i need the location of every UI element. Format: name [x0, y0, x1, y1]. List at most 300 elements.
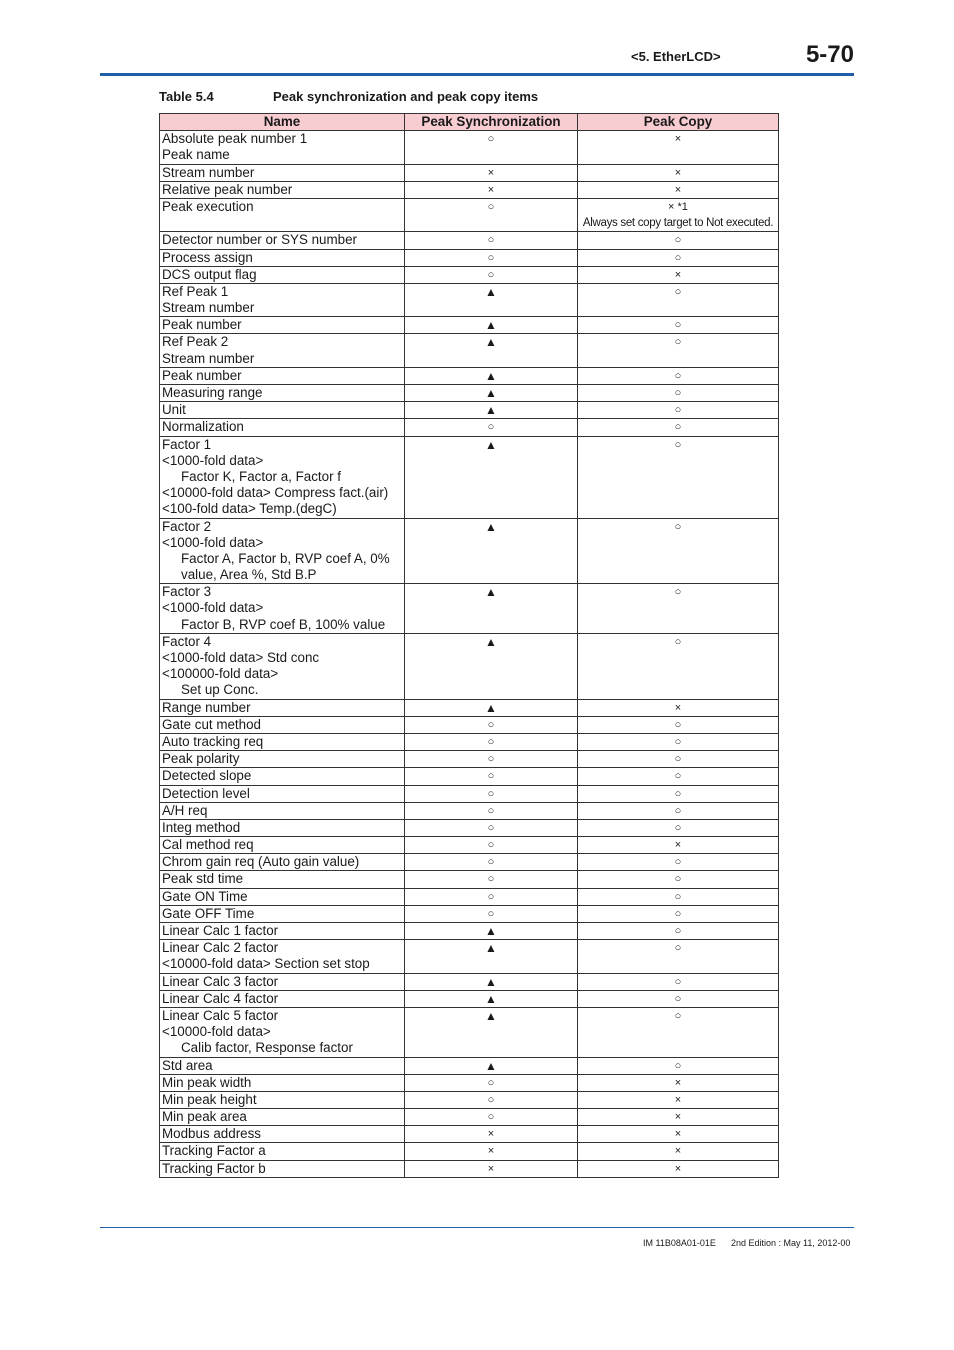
item-name-line: Set up Conc. — [181, 682, 259, 698]
peak-copy-mark: ○ — [674, 586, 682, 599]
peak-copy-cell — [578, 1109, 779, 1126]
peak-copy-mark: ○ — [674, 421, 682, 434]
table-row — [160, 266, 779, 283]
peak-sync-cell — [405, 266, 578, 283]
table-row — [160, 785, 779, 802]
table-row — [160, 854, 779, 871]
item-name-cell — [160, 940, 405, 973]
table-row — [160, 419, 779, 436]
peak-sync-cell — [405, 385, 578, 402]
item-name-line: Auto tracking req — [162, 733, 264, 749]
peak-sync-cell — [405, 1091, 578, 1108]
peak-sync-mark: ○ — [487, 234, 495, 247]
peak-sync-cell — [405, 367, 578, 384]
item-name-line: Gate cut method — [162, 716, 261, 732]
peak-sync-cell — [405, 283, 578, 316]
item-name-line: Linear Calc 2 factor — [162, 940, 279, 956]
peak-sync-cell — [405, 633, 578, 699]
peak-copy-cell — [578, 785, 779, 802]
table-row — [160, 1057, 779, 1074]
item-name-line: Ref Peak 1 — [162, 283, 229, 299]
peak-copy-mark: ○ — [674, 404, 682, 417]
peak-copy-mark: ○ — [674, 907, 682, 920]
peak-sync-cell — [405, 768, 578, 785]
peak-copy-mark: ○ — [674, 787, 682, 800]
peak-copy-mark: ○ — [674, 718, 682, 731]
peak-sync-cell — [405, 164, 578, 181]
item-name-line: Detector number or SYS number — [162, 232, 357, 248]
table-row — [160, 871, 779, 888]
table-row — [160, 990, 779, 1007]
table-row — [160, 905, 779, 922]
footer-divider — [100, 1227, 854, 1228]
item-name-line: Peak name — [162, 147, 230, 163]
peak-copy-cell — [578, 940, 779, 973]
item-name-line: Absolute peak number 1 — [162, 131, 308, 147]
peak-sync-mark: ○ — [487, 890, 495, 903]
table-row — [160, 768, 779, 785]
item-name-cell — [160, 266, 405, 283]
page-number: 5-70 — [805, 41, 854, 68]
item-name-line: Stream number — [162, 164, 255, 180]
table-row — [160, 733, 779, 750]
item-name-line: Linear Calc 1 factor — [162, 923, 279, 939]
item-name-line: Integ method — [162, 819, 241, 835]
peak-copy-cell — [578, 436, 779, 518]
peak-sync-mark: ▲ — [485, 1058, 497, 1073]
table-row — [160, 317, 779, 334]
item-name-cell — [160, 1074, 405, 1091]
peak-sync-cell — [405, 402, 578, 419]
item-name-cell — [160, 802, 405, 819]
peak-copy-mark: ○ — [674, 975, 682, 988]
item-name-line: Peak std time — [162, 871, 244, 887]
peak-copy-cell — [578, 699, 779, 716]
peak-copy-cell — [578, 1091, 779, 1108]
peak-sync-cell — [405, 905, 578, 922]
item-name-line: Range number — [162, 699, 251, 715]
table-row — [160, 131, 779, 164]
item-name-line: DCS output flag — [162, 266, 257, 282]
peak-sync-mark: ▲ — [485, 368, 497, 383]
item-name-cell — [160, 317, 405, 334]
item-name-cell — [160, 837, 405, 854]
item-name-cell — [160, 419, 405, 436]
item-name-line: <1000-fold data> Std conc — [162, 650, 320, 666]
peak-copy-mark: ○ — [674, 1059, 682, 1072]
peak-sync-cell — [405, 584, 578, 634]
item-name-line: Calib factor, Response factor — [181, 1040, 353, 1056]
item-name-cell — [160, 699, 405, 716]
peak-copy-mark: ○ — [674, 234, 682, 247]
item-name-line: Detection level — [162, 785, 250, 801]
table-row — [160, 584, 779, 634]
table-row — [160, 716, 779, 733]
peak-sync-mark: ▲ — [485, 1008, 497, 1023]
peak-sync-mark: ○ — [487, 268, 495, 281]
item-name-cell — [160, 367, 405, 384]
peak-sync-cell — [405, 699, 578, 716]
peak-copy-mark: ○ — [674, 942, 682, 955]
peak-sync-cell — [405, 1007, 578, 1057]
edition-info: 2nd Edition : May 11, 2012-00 — [731, 1238, 851, 1248]
peak-sync-cell — [405, 419, 578, 436]
item-name-line: Stream number — [162, 350, 255, 366]
item-name-line: Min peak area — [162, 1109, 247, 1125]
peak-copy-mark: ○ — [674, 804, 682, 817]
peak-sync-mark: ○ — [487, 839, 495, 852]
peak-copy-cell — [578, 232, 779, 249]
peak-sync-mark: ○ — [487, 821, 495, 834]
section-title: <5. EtherLCD> — [631, 49, 721, 64]
item-name-line: Factor B, RVP coef B, 100% value — [181, 616, 386, 632]
peak-sync-cell — [405, 1160, 578, 1177]
peak-sync-mark: ○ — [487, 804, 495, 817]
peak-sync-cell — [405, 1074, 578, 1091]
item-name-cell — [160, 923, 405, 940]
item-name-cell — [160, 1057, 405, 1074]
peak-sync-mark: ▲ — [485, 634, 497, 649]
peak-copy-cell — [578, 1007, 779, 1057]
item-name-line: Cal method req — [162, 837, 254, 853]
table-row — [160, 334, 779, 367]
peak-sync-mark: ○ — [487, 718, 495, 731]
peak-sync-cell — [405, 249, 578, 266]
document-number: IM 11B08A01-01E — [643, 1238, 716, 1248]
peak-copy-cell — [578, 249, 779, 266]
peak-sync-mark: ○ — [487, 856, 495, 869]
peak-copy-cell — [578, 1057, 779, 1074]
peak-sync-mark: ▲ — [485, 924, 497, 939]
peak-sync-cell — [405, 317, 578, 334]
peak-sync-cell — [405, 785, 578, 802]
peak-copy-cell — [578, 283, 779, 316]
table-row — [160, 198, 779, 231]
table-row — [160, 751, 779, 768]
peak-copy-cell — [578, 802, 779, 819]
peak-sync-cell — [405, 854, 578, 871]
peak-copy-mark: ○ — [674, 873, 682, 886]
item-name-cell — [160, 1143, 405, 1160]
peak-copy-cell — [578, 905, 779, 922]
item-name-cell — [160, 385, 405, 402]
item-name-cell — [160, 785, 405, 802]
item-name-line: Peak execution — [162, 198, 254, 214]
peak-copy-mark: ○ — [674, 635, 682, 648]
item-name-line: Stream number — [162, 300, 255, 316]
item-name-line: Unit — [162, 402, 186, 418]
peak-copy-mark: × — [674, 1162, 682, 1175]
peak-sync-mark: ○ — [487, 251, 495, 264]
item-name-line: Ref Peak 2 — [162, 334, 229, 350]
peak-copy-cell — [578, 768, 779, 785]
peak-sync-mark: × — [487, 1162, 495, 1175]
item-name-cell — [160, 905, 405, 922]
table-row — [160, 164, 779, 181]
peak-sync-mark: ▲ — [485, 700, 497, 715]
peak-copy-cell — [578, 1143, 779, 1160]
item-name-line: Min peak width — [162, 1074, 252, 1090]
peak-sync-mark: ○ — [487, 907, 495, 920]
table-row — [160, 283, 779, 316]
peak-copy-mark: ○ — [674, 770, 682, 783]
peak-sync-mark: ○ — [487, 133, 495, 146]
peak-copy-mark: ○ — [674, 387, 682, 400]
peak-copy-cell — [578, 317, 779, 334]
peak-sync-cell — [405, 716, 578, 733]
peak-sync-mark: ▲ — [485, 519, 497, 534]
peak-copy-mark: ○ — [674, 520, 682, 533]
item-name-line: Tracking Factor a — [162, 1143, 266, 1159]
item-name-cell — [160, 633, 405, 699]
peak-copy-mark: × — [674, 1145, 682, 1158]
peak-copy-mark: ○ — [674, 319, 682, 332]
table-caption-title: Peak synchronization and peak copy items — [273, 89, 539, 104]
table-caption-number: Table 5.4 — [159, 89, 214, 104]
peak-sync-cell — [405, 1109, 578, 1126]
item-name-line: value, Area %, Std B.P — [181, 567, 317, 583]
column-header-peak-sync: Peak Synchronization — [405, 114, 578, 131]
item-name-cell — [160, 131, 405, 164]
peak-sync-mark: ○ — [487, 1093, 495, 1106]
table-row — [160, 402, 779, 419]
table-body — [160, 131, 779, 1178]
copy-footnote: Always set copy target to Not executed. — [582, 217, 774, 230]
table-row — [160, 367, 779, 384]
peak-sync-mark: × — [487, 183, 495, 196]
column-header-name: Name — [160, 114, 405, 131]
peak-copy-cell — [578, 181, 779, 198]
item-name-cell — [160, 751, 405, 768]
peak-copy-cell — [578, 990, 779, 1007]
item-name-line: <10000-fold data> Compress fact.(air) — [162, 485, 389, 501]
item-name-cell — [160, 819, 405, 836]
peak-copy-mark: × *1 — [668, 200, 688, 213]
item-name-line: Factor 3 — [162, 584, 212, 600]
table-row — [160, 1007, 779, 1057]
peak-copy-mark: ○ — [674, 438, 682, 451]
peak-sync-mark: ○ — [487, 421, 495, 434]
peak-sync-cell — [405, 334, 578, 367]
item-name-line: <100-fold data> Temp.(degC) — [162, 501, 337, 517]
item-name-line: Std area — [162, 1057, 213, 1073]
peak-sync-mark: ▲ — [485, 585, 497, 600]
peak-sync-mark: ▲ — [485, 386, 497, 401]
peak-sync-mark: ▲ — [485, 437, 497, 452]
table-row — [160, 633, 779, 699]
item-name-line: Factor K, Factor a, Factor f — [181, 468, 341, 484]
item-name-line: Peak number — [162, 367, 242, 383]
peak-sync-cell — [405, 1126, 578, 1143]
table-row — [160, 249, 779, 266]
item-name-line: Factor 1 — [162, 436, 212, 452]
peak-copy-mark: ○ — [674, 369, 682, 382]
item-name-line: Modbus address — [162, 1126, 261, 1142]
peak-sync-cell — [405, 198, 578, 231]
table-row — [160, 1126, 779, 1143]
peak-copy-mark: ○ — [674, 753, 682, 766]
peak-sync-cell — [405, 940, 578, 973]
item-name-cell — [160, 181, 405, 198]
peak-sync-cell — [405, 990, 578, 1007]
peak-copy-cell — [578, 385, 779, 402]
item-name-line — [162, 215, 402, 231]
peak-sync-mark: ○ — [487, 735, 495, 748]
item-name-cell — [160, 1091, 405, 1108]
table-row — [160, 888, 779, 905]
item-name-line: <10000-fold data> Section set stop — [162, 956, 370, 972]
item-name-cell — [160, 888, 405, 905]
item-name-line: Measuring range — [162, 385, 263, 401]
item-name-line: Relative peak number — [162, 181, 293, 197]
peak-copy-cell — [578, 131, 779, 164]
peak-sync-mark: × — [487, 1128, 495, 1141]
peak-copy-cell — [578, 819, 779, 836]
table-row — [160, 1109, 779, 1126]
item-name-line: Peak number — [162, 317, 242, 333]
peak-sync-mark: ▲ — [485, 941, 497, 956]
peak-copy-mark: ○ — [674, 735, 682, 748]
peak-sync-cell — [405, 518, 578, 584]
item-name-cell — [160, 854, 405, 871]
peak-sync-cell — [405, 1057, 578, 1074]
item-name-line: <1000-fold data> — [162, 534, 264, 550]
peak-copy-cell — [578, 751, 779, 768]
item-name-line: Process assign — [162, 249, 253, 265]
table-row — [160, 973, 779, 990]
table-row — [160, 923, 779, 940]
peak-copy-cell — [578, 871, 779, 888]
peak-copy-mark: ○ — [674, 285, 682, 298]
item-name-cell — [160, 871, 405, 888]
item-name-cell — [160, 249, 405, 266]
peak-sync-cell — [405, 181, 578, 198]
table-row — [160, 436, 779, 518]
header-divider — [100, 73, 854, 76]
peak-copy-cell — [578, 1126, 779, 1143]
item-name-line: <10000-fold data> — [162, 1024, 271, 1040]
item-name-line: Gate ON Time — [162, 888, 248, 904]
item-name-cell — [160, 164, 405, 181]
peak-copy-cell — [578, 1160, 779, 1177]
peak-sync-mark: × — [487, 166, 495, 179]
table-row — [160, 1074, 779, 1091]
table-row — [160, 1143, 779, 1160]
table-row — [160, 699, 779, 716]
item-name-cell — [160, 1007, 405, 1057]
item-name-line: Gate OFF Time — [162, 905, 255, 921]
peak-sync-cell — [405, 923, 578, 940]
peak-sync-cell — [405, 819, 578, 836]
item-name-line: <1000-fold data> — [162, 600, 264, 616]
peak-copy-cell — [578, 716, 779, 733]
item-name-cell — [160, 198, 405, 231]
item-name-cell — [160, 1109, 405, 1126]
peak-copy-cell — [578, 164, 779, 181]
item-name-line: Normalization — [162, 419, 244, 435]
item-name-cell — [160, 768, 405, 785]
peak-copy-cell — [578, 198, 779, 231]
peak-sync-mark: ○ — [487, 753, 495, 766]
peak-copy-cell — [578, 518, 779, 584]
item-name-cell — [160, 1160, 405, 1177]
item-name-cell — [160, 283, 405, 316]
item-name-line: Peak polarity — [162, 751, 240, 767]
peak-copy-mark: ○ — [674, 925, 682, 938]
peak-copy-cell — [578, 334, 779, 367]
item-name-cell — [160, 990, 405, 1007]
peak-copy-cell — [578, 584, 779, 634]
peak-sync-mark: ▲ — [485, 284, 497, 299]
peak-copy-mark: × — [674, 166, 682, 179]
item-name-cell — [160, 518, 405, 584]
item-name-line: A/H req — [162, 802, 208, 818]
peak-sync-mark: ▲ — [485, 318, 497, 333]
peak-copy-cell — [578, 837, 779, 854]
peak-sync-mark: ○ — [487, 873, 495, 886]
peak-copy-cell — [578, 973, 779, 990]
item-name-line: Factor 2 — [162, 518, 212, 534]
peak-copy-mark: × — [674, 268, 682, 281]
peak-sync-mark: ○ — [487, 1076, 495, 1089]
peak-sync-mark: ○ — [487, 200, 495, 213]
peak-copy-cell — [578, 367, 779, 384]
table-row — [160, 232, 779, 249]
peak-sync-cell — [405, 733, 578, 750]
peak-copy-cell — [578, 923, 779, 940]
item-name-line: Detected slope — [162, 768, 252, 784]
peak-copy-mark: ○ — [674, 251, 682, 264]
item-name-cell — [160, 334, 405, 367]
table-row — [160, 385, 779, 402]
peak-sync-cell — [405, 232, 578, 249]
peak-copy-mark: × — [674, 133, 682, 146]
table-header-row — [160, 114, 779, 131]
peak-sync-cell — [405, 436, 578, 518]
peak-copy-cell — [578, 402, 779, 419]
item-name-line: <1000-fold data> — [162, 452, 264, 468]
peak-copy-cell — [578, 888, 779, 905]
peak-copy-mark: × — [674, 701, 682, 714]
peak-copy-mark: ○ — [674, 821, 682, 834]
peak-sync-mark: ▲ — [485, 335, 497, 350]
item-name-cell — [160, 584, 405, 634]
peak-sync-mark: ○ — [487, 787, 495, 800]
item-name-line: Factor A, Factor b, RVP coef A, 0% — [181, 550, 390, 566]
item-name-cell — [160, 973, 405, 990]
peak-sync-cell — [405, 131, 578, 164]
peak-sync-mark: × — [487, 1145, 495, 1158]
table-row — [160, 802, 779, 819]
item-name-cell — [160, 716, 405, 733]
peak-sync-mark: ○ — [487, 1111, 495, 1124]
table-row — [160, 819, 779, 836]
peak-copy-mark: ○ — [674, 856, 682, 869]
peak-copy-cell — [578, 733, 779, 750]
peak-sync-mark: ▲ — [485, 991, 497, 1006]
peak-copy-mark: × — [674, 1093, 682, 1106]
peak-copy-mark: ○ — [674, 1009, 682, 1022]
peak-copy-mark: × — [674, 1111, 682, 1124]
item-name-line: Min peak height — [162, 1091, 257, 1107]
peak-sync-cell — [405, 837, 578, 854]
item-name-line: Linear Calc 3 factor — [162, 973, 279, 989]
peak-sync-cell — [405, 802, 578, 819]
item-name-line: Chrom gain req (Auto gain value) — [162, 854, 360, 870]
item-name-cell — [160, 733, 405, 750]
peak-sync-cell — [405, 888, 578, 905]
peak-sync-mark: ▲ — [485, 974, 497, 989]
